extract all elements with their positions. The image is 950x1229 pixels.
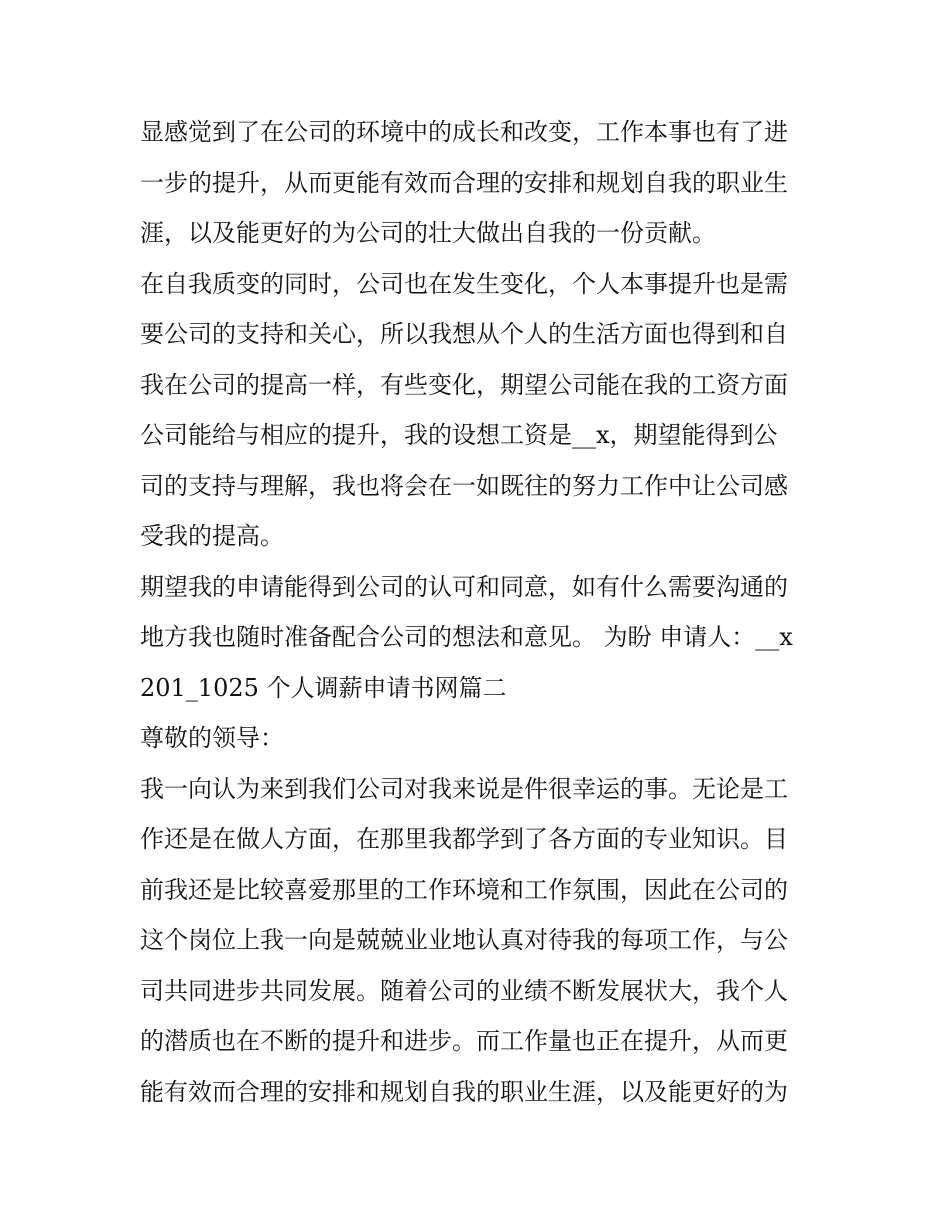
text-line: 地方我也随时准备配合公司的想法和意见。 为盼 申请人：__x [140,623,793,651]
text-line: 期望我的申请能得到公司的认可和同意，如有什么需要沟通的 [140,572,788,601]
text-line: 要公司的支持和关心，所以我想从个人的生活方面也得到和自 [140,320,788,348]
text-line: 受我的提高。 [140,522,284,550]
document-body [140,107,812,1117]
text-line: 能有效而合理的安排和规划自我的职业生涯，以及能更好的为 [140,1077,788,1106]
section-heading: 201_1025 个人调薪申请书网篇二 [140,673,507,702]
text-line: 在自我质变的同时，公司也在发生变化，个人本事提升也是需 [140,269,788,298]
text-line: 作还是在做人方面，在那里我都学到了各方面的专业知识。目 [140,825,788,853]
text-line: 我在公司的提高一样，有些变化，期望公司能在我的工资方面 [140,370,788,399]
text-line: 一步的提升，从而更能有效而合理的安排和规划自我的职业生 [140,168,788,197]
text-line: 显感觉到了在公司的环境中的成长和改变，工作本事也有了进 [140,118,788,146]
text-line: 的潜质也在不断的提升和进步。而工作量也正在提升，从而更 [140,1027,788,1055]
salutation: 尊敬的领导： [140,724,284,752]
text-line: 司的支持与理解，我也将会在一如既往的努力工作中让公司感 [140,471,788,500]
text-line: 涯，以及能更好的为公司的壮大做出自我的一份贡献。 [140,219,716,247]
text-line: 我一向认为来到我们公司对我来说是件很幸运的事。无论是工 [140,774,788,803]
text-line: 司共同进步共同发展。随着公司的业绩不断发展状大，我个人 [140,976,788,1005]
text-line: 公司能给与相应的提升，我的设想工资是__x，期望能得到公 [140,421,778,449]
text-line: 这个岗位上我一向是兢兢业业地认真对待我的每项工作，与公 [140,926,788,954]
text-line: 前我还是比较喜爱那里的工作环境和工作氛围，因此在公司的 [140,875,788,904]
